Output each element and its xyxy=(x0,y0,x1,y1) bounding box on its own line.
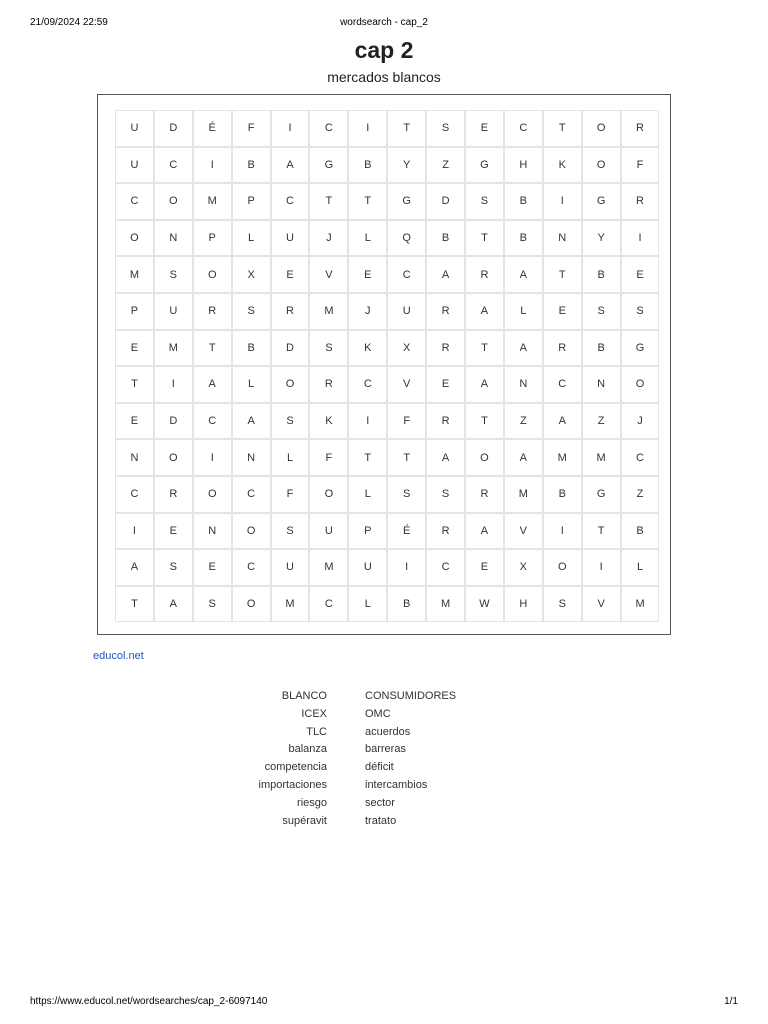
word-list-item: supéravit xyxy=(282,814,327,827)
grid-cell: C xyxy=(193,403,232,440)
grid-cell: C xyxy=(115,476,154,513)
grid-cell: K xyxy=(543,147,582,184)
page-title: cap 2 xyxy=(354,37,414,63)
grid-cell: L xyxy=(232,220,271,257)
grid-cell: P xyxy=(232,183,271,220)
grid-cell: I xyxy=(271,110,310,147)
grid-cell: K xyxy=(348,330,387,367)
grid-cell: A xyxy=(465,293,504,330)
grid-cell: O xyxy=(115,220,154,257)
print-url: https://www.educol.net/wordsearches/cap_2-6097140 xyxy=(30,996,268,1007)
grid-cell: P xyxy=(193,220,232,257)
grid-cell: B xyxy=(504,220,543,257)
word-list-item: CONSUMIDORES xyxy=(365,690,457,702)
word-list-item: OMC xyxy=(365,707,391,720)
grid-cell: C xyxy=(543,366,582,403)
grid-cell: A xyxy=(154,586,193,623)
grid-cell: A xyxy=(232,403,271,440)
grid-cell: T xyxy=(387,439,426,476)
grid-cell: P xyxy=(115,293,154,330)
grid-cell: U xyxy=(348,549,387,586)
grid-cell: I xyxy=(348,403,387,440)
grid-cell: D xyxy=(271,330,310,367)
grid-cell: É xyxy=(193,110,232,147)
grid-cell: Z xyxy=(621,476,660,513)
word-list-right-column xyxy=(365,688,565,830)
grid-cell: S xyxy=(154,256,193,293)
grid-cell: O xyxy=(543,549,582,586)
grid-cell: C xyxy=(271,183,310,220)
grid-cell: S xyxy=(232,293,271,330)
word-list-item: tratato xyxy=(365,814,397,827)
grid-cell: T xyxy=(465,403,504,440)
word-list-item: BLANCO xyxy=(281,690,327,702)
word-list-item: ICEX xyxy=(301,707,327,720)
grid-cell: K xyxy=(309,403,348,440)
grid-cell: U xyxy=(309,513,348,550)
grid-cell: N xyxy=(193,513,232,550)
grid-cell: P xyxy=(348,513,387,550)
grid-cell: N xyxy=(232,439,271,476)
grid-cell: B xyxy=(232,147,271,184)
grid-cell: O xyxy=(309,476,348,513)
grid-cell: I xyxy=(193,439,232,476)
grid-cell: E xyxy=(426,366,465,403)
grid-cell: O xyxy=(621,366,660,403)
grid-cell: T xyxy=(309,183,348,220)
grid-cell: N xyxy=(115,439,154,476)
grid-cell: Y xyxy=(387,147,426,184)
grid-cell: T xyxy=(543,256,582,293)
grid-cell: A xyxy=(465,513,504,550)
grid-cell: C xyxy=(309,586,348,623)
grid-cell: T xyxy=(115,586,154,623)
grid-cell: O xyxy=(271,366,310,403)
grid-cell: N xyxy=(154,220,193,257)
grid-cell: C xyxy=(348,366,387,403)
grid-cell: T xyxy=(465,330,504,367)
grid-cell: F xyxy=(271,476,310,513)
grid-cell: B xyxy=(543,476,582,513)
grid-cell: M xyxy=(309,549,348,586)
grid-cell: F xyxy=(309,439,348,476)
print-datetime: 21/09/2024 22:59 xyxy=(30,17,108,28)
grid-cell: S xyxy=(271,513,310,550)
grid-cell: D xyxy=(426,183,465,220)
grid-cell: U xyxy=(115,147,154,184)
grid-cell: U xyxy=(154,293,193,330)
grid-cell: C xyxy=(504,110,543,147)
grid-cell: L xyxy=(504,293,543,330)
grid-cell: A xyxy=(426,439,465,476)
grid-cell: I xyxy=(543,183,582,220)
grid-cell: L xyxy=(348,476,387,513)
word-list-item: intercambios xyxy=(365,778,428,791)
grid-cell: O xyxy=(582,147,621,184)
grid-cell: R xyxy=(465,256,504,293)
grid-cell: C xyxy=(426,549,465,586)
grid-cell: I xyxy=(193,147,232,184)
word-list-item: déficit xyxy=(365,761,394,774)
grid-cell: M xyxy=(193,183,232,220)
grid-cell: U xyxy=(387,293,426,330)
grid-cell: T xyxy=(465,220,504,257)
grid-cell: G xyxy=(582,476,621,513)
grid-cell: R xyxy=(193,293,232,330)
grid-cell: L xyxy=(271,439,310,476)
grid-cell: C xyxy=(154,147,193,184)
grid-cell: Y xyxy=(582,220,621,257)
print-page-title: wordsearch - cap_2 xyxy=(340,17,428,28)
grid-cell: T xyxy=(387,110,426,147)
grid-cell: F xyxy=(621,147,660,184)
grid-cell: O xyxy=(232,513,271,550)
grid-cell: V xyxy=(309,256,348,293)
educol-link[interactable]: educol.net xyxy=(93,650,144,662)
grid-cell: H xyxy=(504,586,543,623)
grid-cell: G xyxy=(582,183,621,220)
grid-cell: S xyxy=(309,330,348,367)
grid-cell: A xyxy=(271,147,310,184)
grid-cell: I xyxy=(154,366,193,403)
grid-cell: C xyxy=(232,476,271,513)
grid-cell: S xyxy=(582,293,621,330)
grid-cell: S xyxy=(426,110,465,147)
grid-cell: O xyxy=(154,183,193,220)
grid-cell: M xyxy=(271,586,310,623)
grid-cell: V xyxy=(504,513,543,550)
grid-cell: I xyxy=(582,549,621,586)
grid-cell: X xyxy=(504,549,543,586)
grid-cell: E xyxy=(543,293,582,330)
grid-cell: R xyxy=(271,293,310,330)
grid-cell: I xyxy=(348,110,387,147)
grid-cell: J xyxy=(348,293,387,330)
grid-cell: B xyxy=(348,147,387,184)
grid-cell: G xyxy=(387,183,426,220)
grid-cell: D xyxy=(154,403,193,440)
grid-cell: U xyxy=(115,110,154,147)
grid-cell: I xyxy=(387,549,426,586)
grid-cell: S xyxy=(193,586,232,623)
grid-cell: L xyxy=(348,220,387,257)
grid-cell: E xyxy=(193,549,232,586)
grid-cell: R xyxy=(543,330,582,367)
grid-cell: R xyxy=(621,110,660,147)
grid-cell: N xyxy=(582,366,621,403)
grid-cell: N xyxy=(504,366,543,403)
grid-cell: T xyxy=(348,439,387,476)
grid-cell: O xyxy=(582,110,621,147)
grid-cell: V xyxy=(387,366,426,403)
grid-cell: T xyxy=(582,513,621,550)
grid-cell: R xyxy=(154,476,193,513)
grid-cell: R xyxy=(426,330,465,367)
grid-cell: U xyxy=(271,549,310,586)
grid-cell: O xyxy=(465,439,504,476)
grid-cell: R xyxy=(426,403,465,440)
word-list-item: competencia xyxy=(264,761,327,774)
grid-cell: T xyxy=(115,366,154,403)
grid-cell: G xyxy=(309,147,348,184)
word-list-item: sector xyxy=(365,796,395,809)
grid-cell: E xyxy=(154,513,193,550)
wordsearch-grid xyxy=(115,110,659,622)
grid-cell: B xyxy=(387,586,426,623)
grid-cell: O xyxy=(154,439,193,476)
grid-cell: B xyxy=(582,256,621,293)
grid-cell: A xyxy=(504,439,543,476)
word-list-left-column xyxy=(200,688,327,830)
grid-cell: E xyxy=(271,256,310,293)
wordsearch-frame xyxy=(97,94,671,635)
grid-cell: Z xyxy=(582,403,621,440)
grid-cell: M xyxy=(621,586,660,623)
grid-cell: A xyxy=(426,256,465,293)
grid-cell: E xyxy=(621,256,660,293)
word-list-item: riesgo xyxy=(297,796,327,809)
grid-cell: E xyxy=(465,110,504,147)
grid-cell: E xyxy=(465,549,504,586)
grid-cell: É xyxy=(387,513,426,550)
grid-cell: M xyxy=(309,293,348,330)
grid-cell: M xyxy=(504,476,543,513)
grid-cell: M xyxy=(582,439,621,476)
grid-cell: L xyxy=(348,586,387,623)
grid-cell: J xyxy=(621,403,660,440)
grid-cell: R xyxy=(426,293,465,330)
grid-cell: T xyxy=(193,330,232,367)
grid-cell: W xyxy=(465,586,504,623)
word-list-item: acuerdos xyxy=(365,725,411,738)
grid-cell: E xyxy=(115,330,154,367)
grid-cell: M xyxy=(543,439,582,476)
grid-cell: A xyxy=(504,256,543,293)
grid-cell: S xyxy=(271,403,310,440)
print-page-number: 1/1 xyxy=(724,996,738,1007)
grid-cell: C xyxy=(387,256,426,293)
grid-cell: E xyxy=(115,403,154,440)
grid-cell: M xyxy=(115,256,154,293)
word-list-item: balanza xyxy=(288,743,327,756)
grid-cell: B xyxy=(232,330,271,367)
grid-cell: S xyxy=(543,586,582,623)
grid-cell: G xyxy=(465,147,504,184)
grid-cell: L xyxy=(232,366,271,403)
grid-cell: D xyxy=(154,110,193,147)
grid-cell: B xyxy=(621,513,660,550)
grid-cell: A xyxy=(504,330,543,367)
grid-cell: A xyxy=(543,403,582,440)
word-list-item: barreras xyxy=(365,743,406,756)
grid-cell: S xyxy=(387,476,426,513)
grid-cell: B xyxy=(426,220,465,257)
grid-cell: F xyxy=(232,110,271,147)
grid-cell: X xyxy=(387,330,426,367)
grid-cell: C xyxy=(115,183,154,220)
grid-cell: R xyxy=(309,366,348,403)
grid-cell: X xyxy=(232,256,271,293)
grid-cell: N xyxy=(543,220,582,257)
grid-cell: R xyxy=(621,183,660,220)
grid-cell: Q xyxy=(387,220,426,257)
grid-cell: A xyxy=(193,366,232,403)
grid-cell: O xyxy=(193,256,232,293)
grid-cell: C xyxy=(232,549,271,586)
grid-cell: R xyxy=(426,513,465,550)
grid-cell: E xyxy=(348,256,387,293)
grid-cell: I xyxy=(543,513,582,550)
word-list-item: importaciones xyxy=(258,778,327,791)
grid-cell: V xyxy=(582,586,621,623)
grid-cell: I xyxy=(115,513,154,550)
grid-cell: S xyxy=(154,549,193,586)
grid-cell: S xyxy=(465,183,504,220)
grid-cell: G xyxy=(621,330,660,367)
grid-cell: O xyxy=(193,476,232,513)
grid-cell: S xyxy=(426,476,465,513)
grid-cell: A xyxy=(115,549,154,586)
grid-cell: T xyxy=(543,110,582,147)
word-list-item: TLC xyxy=(306,725,327,738)
grid-cell: F xyxy=(387,403,426,440)
grid-cell: C xyxy=(621,439,660,476)
page-subtitle: mercados blancos xyxy=(327,69,441,85)
grid-cell: M xyxy=(154,330,193,367)
grid-cell: C xyxy=(309,110,348,147)
grid-cell: O xyxy=(232,586,271,623)
grid-cell: B xyxy=(504,183,543,220)
grid-cell: S xyxy=(621,293,660,330)
grid-cell: U xyxy=(271,220,310,257)
grid-cell: A xyxy=(465,366,504,403)
grid-cell: R xyxy=(465,476,504,513)
grid-cell: M xyxy=(426,586,465,623)
grid-cell: J xyxy=(309,220,348,257)
grid-cell: B xyxy=(582,330,621,367)
grid-cell: Z xyxy=(504,403,543,440)
grid-cell: H xyxy=(504,147,543,184)
grid-cell: I xyxy=(621,220,660,257)
grid-cell: L xyxy=(621,549,660,586)
grid-cell: T xyxy=(348,183,387,220)
grid-cell: Z xyxy=(426,147,465,184)
